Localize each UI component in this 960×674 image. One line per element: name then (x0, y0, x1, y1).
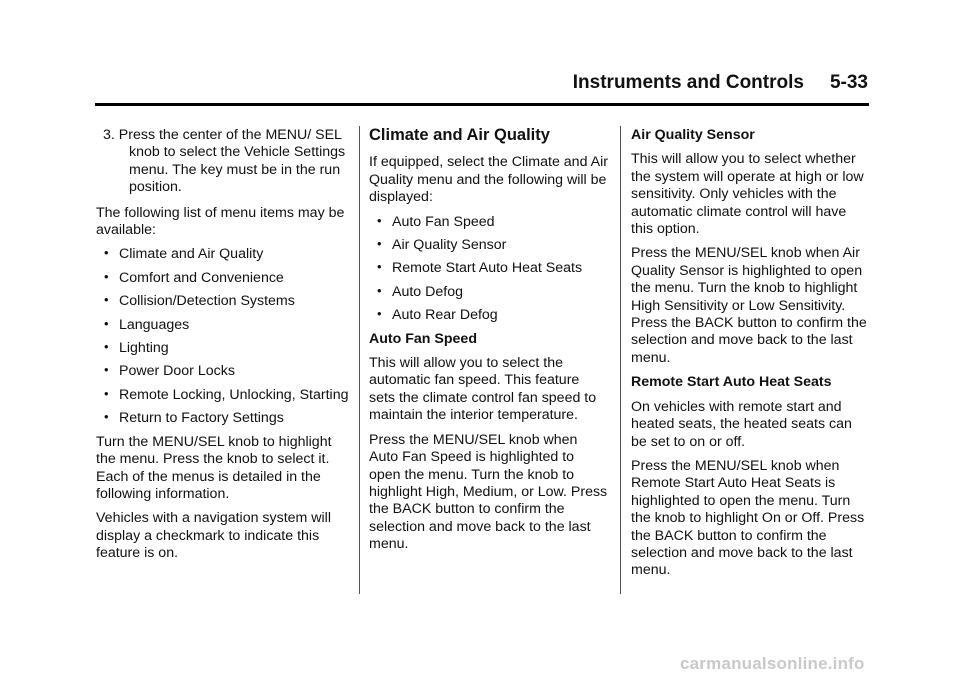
list-item: • Return to Factory Settings (104, 409, 284, 427)
paragraph: Press the MENU/SEL knob when Remote Start Auto Heat Seats is highlighted to open the menu. Turn the knob to highlight On or Off. Press the BACK button to confirm the selection and move back to the last menu. (631, 457, 865, 579)
paragraph: Press the MENU/SEL knob when Auto Fan Speed is highlighted to open the menu. Turn the knob to highlight High, Medium, or Low. Press the BACK button to confirm the selection and move back to the last menu. (369, 431, 608, 553)
subheading: Auto Fan Speed (369, 330, 477, 347)
bullet-icon: • (104, 292, 109, 308)
list-item: • Auto Defog (377, 282, 463, 300)
list-item: • Power Door Locks (104, 362, 235, 380)
step-3: 3. Press the center of the MENU/ SEL knob to select the Vehicle Settings menu. The key must be in the run position. (103, 127, 346, 196)
bullet-icon: • (377, 259, 382, 275)
column-2 (369, 127, 609, 561)
subheading: Remote Start Auto Heat Seats (631, 374, 832, 391)
paragraph: On vehicles with remote start and heated seats, the heated seats can be set to on or off. (631, 398, 852, 450)
paragraph: This will allow you to select whether the system will operate at high or low sensitivity. Only vehicles with the automatic climate control will have this option. (631, 151, 864, 238)
page-header (566, 72, 868, 100)
list-item: • Remote Locking, Unlocking, Starting (104, 385, 349, 403)
header-rule (95, 103, 869, 106)
column-divider (620, 126, 621, 594)
bullet-icon: • (104, 385, 109, 401)
page-number: 5-33 (829, 72, 868, 93)
list-item: • Lighting (104, 339, 169, 357)
list-item: • Climate and Air Quality (104, 245, 264, 263)
list-item: • Comfort and Convenience (104, 268, 284, 286)
list-item: • Remote Start Auto Heat Seats (377, 259, 583, 277)
bullet-icon: • (377, 282, 382, 298)
bullet-icon: • (104, 245, 109, 261)
paragraph: Vehicles with a navigation system will display a checkmark to indicate this feature is on. (96, 510, 331, 562)
paragraph: Turn the MENU/SEL knob to highlight the menu. Press the knob to select it. Each of the menus is detailed in the following information. (96, 433, 332, 502)
bullet-icon: • (377, 212, 382, 228)
watermark: carmanualsonline.info (680, 654, 865, 673)
bullet-icon: • (104, 315, 109, 331)
paragraph: If equipped, select the Climate and Air Quality menu and the following will be displayed: (369, 154, 608, 206)
list-item: • Air Quality Sensor (377, 236, 507, 254)
paragraph: Press the MENU/SEL knob when Air Quality Sensor is highlighted to open the menu. Turn the knob to highlight High Sensitivity or Low Sensitivity. Press the BACK button to confirm the selection and move back to the last menu. (631, 245, 867, 366)
menu-intro: The following list of menu items may be available: (96, 204, 345, 239)
list-item: • Auto Rear Defog (377, 306, 498, 324)
column-3 (631, 127, 871, 587)
paragraph: This will allow you to select the automatic fan speed. This feature sets the climate control fan speed to maintain the interior temperature. (369, 355, 597, 424)
bullet-icon: • (104, 409, 109, 425)
section-title: Instruments and Controls (572, 72, 804, 93)
column-1 (96, 127, 352, 570)
bullet-icon: • (104, 362, 109, 378)
bullet-icon: • (104, 339, 109, 355)
list-item: • Languages (104, 315, 190, 333)
column-divider (359, 126, 360, 594)
bullet-icon: • (377, 236, 382, 252)
climate-items-list (369, 214, 609, 325)
subheading: Air Quality Sensor (631, 127, 755, 143)
bullet-icon: • (377, 306, 382, 322)
menu-items-list (96, 246, 352, 427)
list-item: • Collision/Detection Systems (104, 292, 295, 310)
bullet-icon: • (104, 268, 109, 284)
list-item: • Auto Fan Speed (377, 212, 495, 230)
section-heading: Climate and Air Quality (369, 126, 550, 144)
